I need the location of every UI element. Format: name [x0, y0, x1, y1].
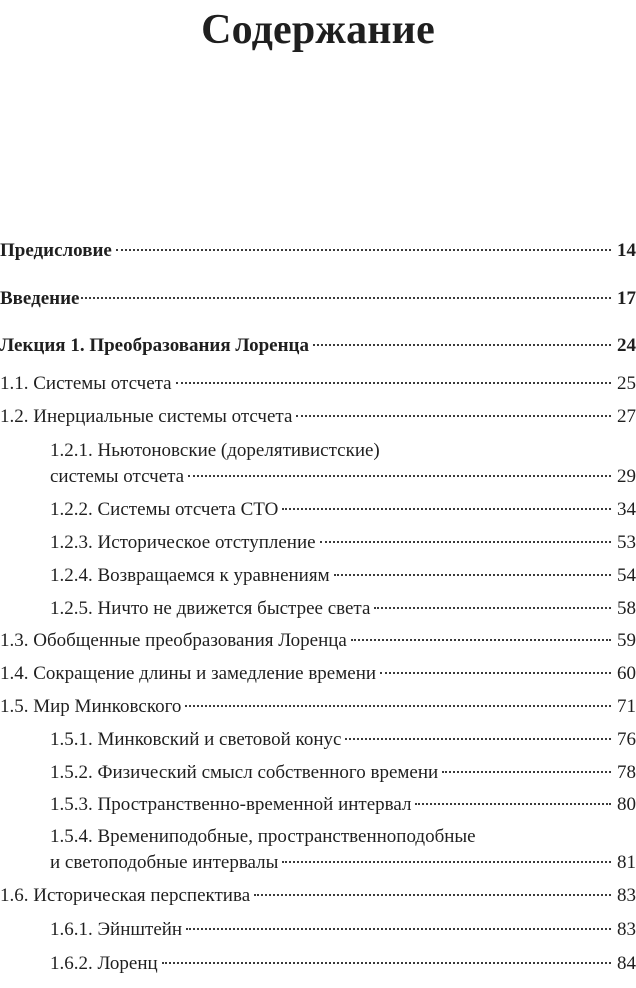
dot-leader — [345, 738, 611, 740]
toc-entry-title: 1.3. Обобщенные преобразования Лоренца — [0, 630, 347, 651]
toc-entry-title-line2: системы отсчета — [50, 466, 185, 487]
toc-entry-title: 1.2.5. Ничто не движется быстрее света — [50, 598, 371, 619]
dot-leader — [176, 382, 611, 384]
toc-entry-page: 76 — [617, 729, 636, 750]
dot-leader — [442, 771, 611, 773]
toc-entry-page: 81 — [617, 852, 636, 873]
toc-entry-page: 54 — [617, 565, 636, 586]
toc-entry-page: 17 — [617, 288, 636, 309]
toc-entry-title: 1.5.3. Пространственно-временной интервал — [50, 794, 412, 815]
dot-leader — [374, 607, 611, 609]
toc-entry-page: 71 — [617, 696, 636, 717]
dot-leader — [320, 541, 611, 543]
toc-entry-title-line1: 1.5.4. Времениподобные, пространственноподобные — [50, 826, 476, 847]
toc-entry-title: Предисловие — [0, 240, 112, 261]
toc-entry-title: 1.2.3. Историческое отступление — [50, 532, 316, 553]
toc-entry-title: 1.4. Сокращение длины и замедление времени — [0, 663, 377, 684]
dot-leader — [188, 475, 611, 477]
dot-leader — [162, 962, 611, 964]
toc-entry-page: 83 — [617, 919, 636, 940]
dot-leader — [81, 297, 612, 299]
toc-entry-page: 25 — [617, 373, 636, 394]
toc-entry-title: 1.6.1. Эйнштейн — [50, 919, 183, 940]
toc-entry-title: 1.6.2. Лоренц — [50, 953, 158, 974]
toc-entry-page: 34 — [617, 499, 636, 520]
dot-leader — [186, 928, 611, 930]
toc-entry-title: 1.2.2. Системы отсчета СТО — [50, 499, 279, 520]
toc-entry-title: 1.5.2. Физический смысл собственного времени — [50, 762, 439, 783]
toc-entry-page: 83 — [617, 885, 636, 906]
dot-leader — [185, 705, 611, 707]
toc-entry-title: 1.5.1. Минковский и световой конус — [50, 729, 342, 750]
toc-entry-page: 29 — [617, 466, 636, 487]
toc-entry-title: Лекция 1. Преобразования Лоренца — [0, 335, 309, 356]
toc-entry-title: 1.1. Системы отсчета — [0, 373, 172, 394]
dot-leader — [116, 249, 611, 251]
toc-entry-title: Введение — [0, 288, 80, 309]
toc-entry-page: 84 — [617, 953, 636, 974]
dot-leader — [351, 639, 611, 641]
toc-entry-page: 59 — [617, 630, 636, 651]
toc-entry-title-line2: и светоподобные интервалы — [50, 852, 279, 873]
toc-entry-page: 78 — [617, 762, 636, 783]
toc-entry-page: 53 — [617, 532, 636, 553]
dot-leader — [380, 672, 611, 674]
dot-leader — [334, 574, 611, 576]
toc-entry-page: 27 — [617, 406, 636, 427]
toc-entry-page: 60 — [617, 663, 636, 684]
toc-entry-title: 1.5. Мир Минковского — [0, 696, 182, 717]
toc-entry-title-line1: 1.2.1. Ньютоновские (дорелятивистские) — [50, 440, 380, 461]
dot-leader — [254, 894, 611, 896]
dot-leader — [313, 344, 611, 346]
dot-leader — [282, 861, 611, 863]
dot-leader — [415, 803, 611, 805]
page-title: Содержание — [201, 7, 435, 53]
toc-entry-title: 1.6. Историческая перспектива — [0, 885, 251, 906]
dot-leader — [282, 508, 611, 510]
toc-entry-page: 58 — [617, 598, 636, 619]
toc-entry-page: 14 — [617, 240, 636, 261]
dot-leader — [296, 415, 611, 417]
toc-entry-title: 1.2.4. Возвращаемся к уравнениям — [50, 565, 330, 586]
toc-entry-page: 80 — [617, 794, 636, 815]
toc-entry-page: 24 — [617, 335, 636, 356]
toc-entry-title: 1.2. Инерциальные системы отсчета — [0, 406, 293, 427]
